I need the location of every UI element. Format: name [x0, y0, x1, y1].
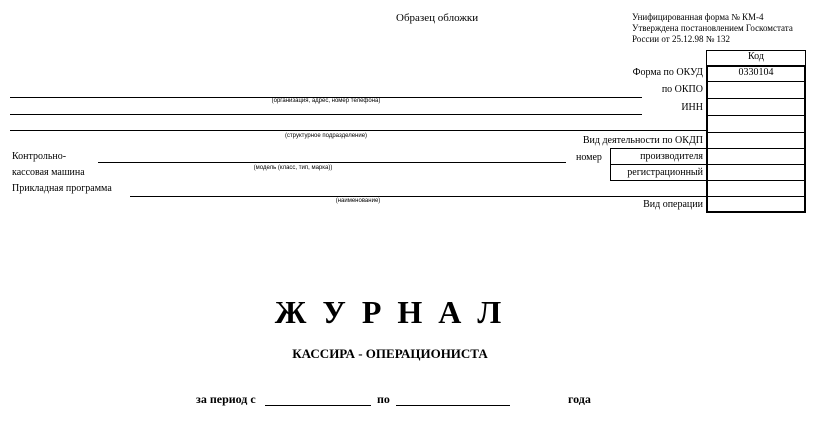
model-line — [98, 162, 566, 163]
code-column — [706, 65, 806, 213]
okud-value: 0330104 — [738, 67, 774, 78]
period-to-line[interactable] — [396, 405, 510, 406]
approved-by-label: Утверждена постановлением Госкомстата — [632, 23, 793, 33]
okpo-label: по ОКПО — [661, 84, 703, 95]
journal-title: Ж У Р Н А Л — [274, 294, 506, 330]
okdp-label: Вид деятельности по ОКДП — [582, 135, 703, 146]
number-label: номер — [576, 152, 602, 163]
operation-label: Вид операции — [643, 199, 703, 210]
unified-form-label: Унифицированная форма № КМ-4 — [632, 12, 764, 22]
approved-date-label: России от 25.12.98 № 132 — [632, 34, 731, 44]
journal-subtitle: КАССИРА - ОПЕРАЦИОНИСТА — [292, 346, 488, 361]
manufacturer-label: производителя — [640, 151, 703, 162]
division-line — [10, 130, 706, 131]
okud-label: Форма по ОКУД — [632, 67, 703, 78]
period-from-line[interactable] — [265, 405, 371, 406]
kkm-label-2: кассовая машина — [12, 167, 85, 178]
registration-label: регистрационный — [627, 167, 703, 178]
division-caption: (структурное подразделение) — [284, 133, 368, 139]
kkm-label-1: Контрольно- — [12, 151, 67, 162]
year-label: года — [568, 392, 591, 406]
name-caption: (наименование) — [335, 198, 381, 204]
organization-line-2 — [10, 114, 642, 115]
sample-title: Образец обложки — [396, 12, 479, 24]
organization-caption: (организация, адрес, номер телефона) — [271, 98, 381, 104]
period-to-label: по — [377, 392, 390, 406]
model-caption: (модель (класс, тип, марка)) — [253, 165, 333, 171]
period-from-label: за период с — [196, 392, 256, 406]
app-label: Прикладная программа — [12, 183, 112, 194]
inn-label: ИНН — [681, 102, 703, 113]
app-line — [130, 196, 706, 197]
code-header: Код — [748, 51, 764, 62]
